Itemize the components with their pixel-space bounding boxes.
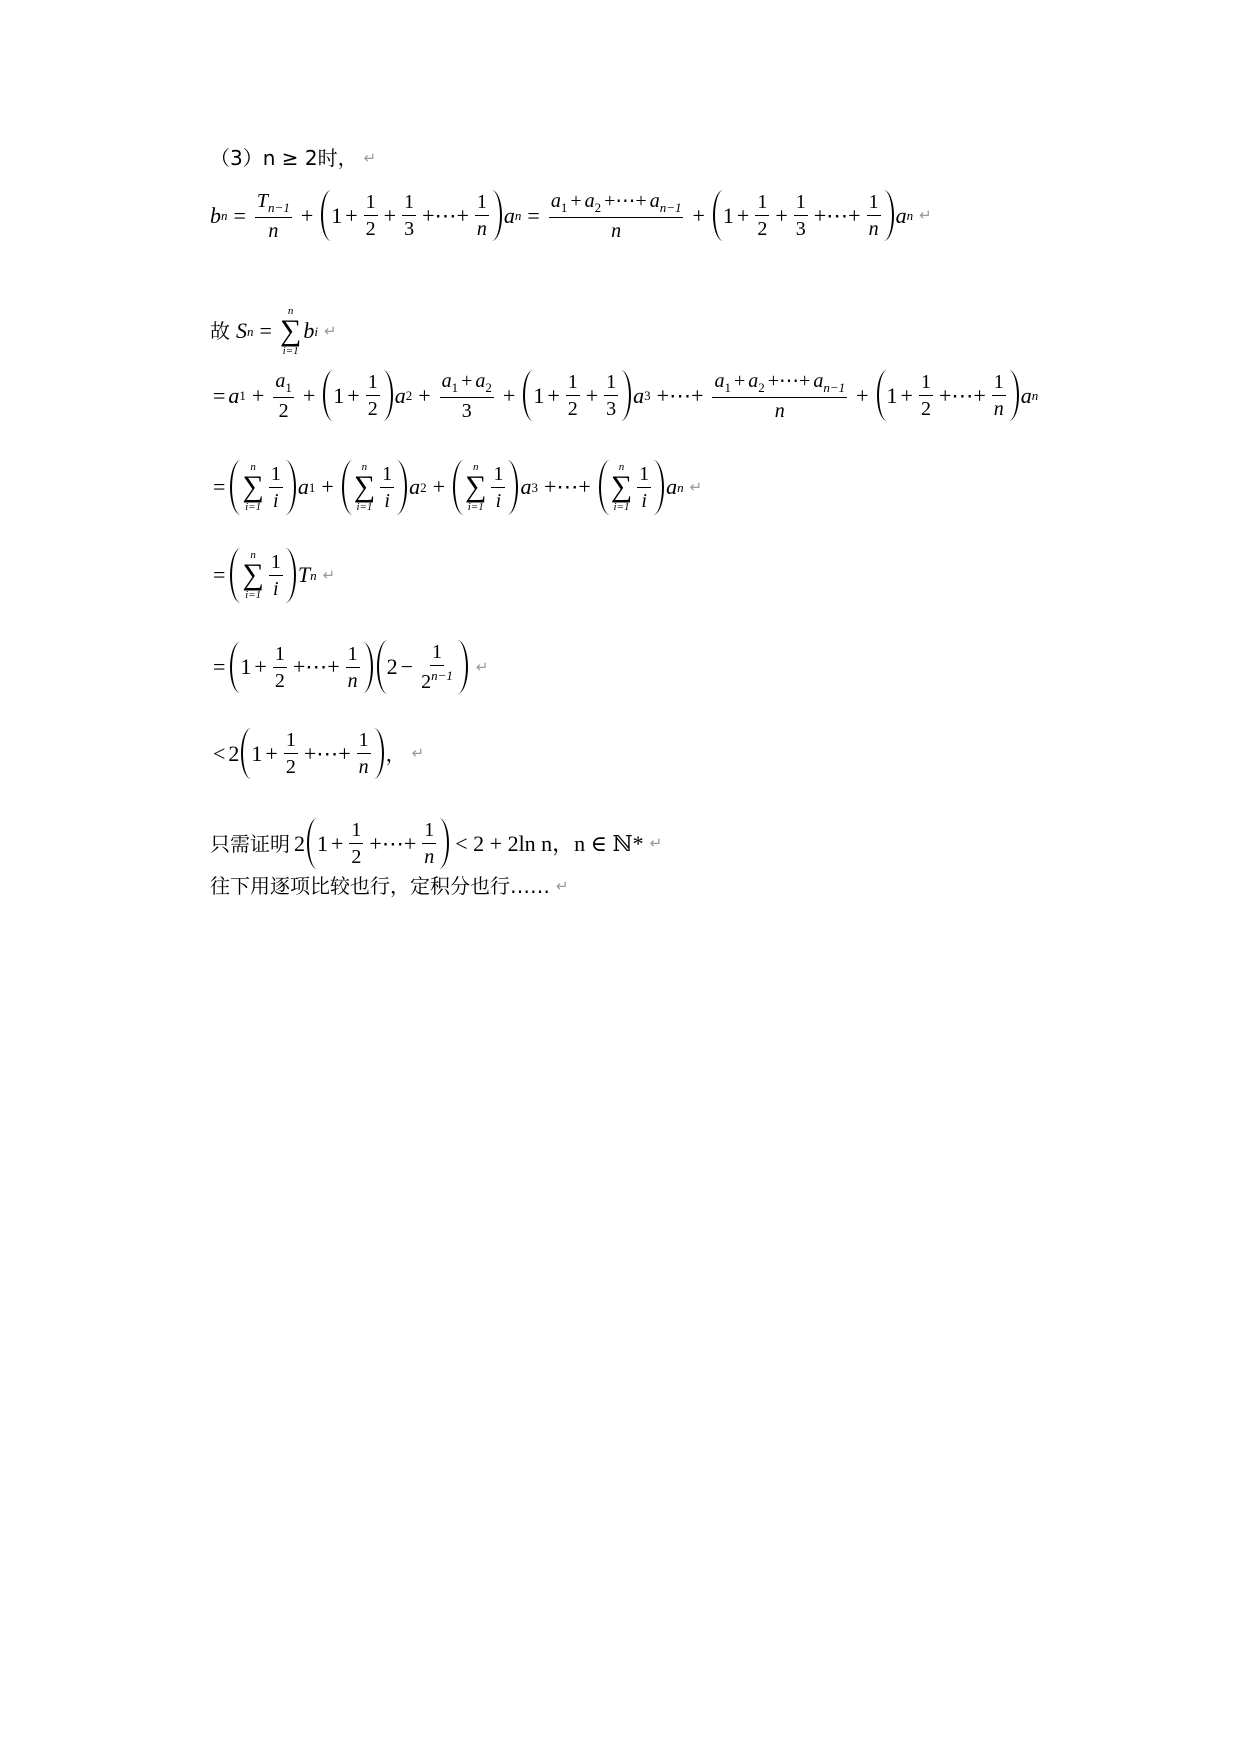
equation-sn-regrouped: = n ∑ i=1 $\frac{1}{i}$ a 1 + n ∑ i=1 $\frac{1}{i}$ a 2 + n ∑ i=1 $\frac{1}{i}$ a 3 +⋯+ n ∑ i=1 $\frac{1}{i}$ a n ↵ [213,461,703,513]
closing-remark-text: 往下用逐项比较也行，定积分也行…… [210,874,550,898]
need-prove-text: 只需证明 [210,831,290,856]
equation-product-form: = 1 + $\frac{1}{2}$ +⋯+ $\frac{1}{n}$ 2 − $\frac{1}{2^{n-1}}$ ↵ [213,641,489,693]
equation-sn-expansion: = a 1 + $\frac{a_1}{2}$ + 1 + $\frac{1}{2}$ a 2 + $\frac{a_1 + a_2}{3}$ + 1 + $\frac{1}{2}$ + $\frac{1}{3}$ a 3 +⋯+ $\frac{a_1 + a_2 +\cdots+ a_{n-1}}{n}$ + 1 + $\frac{1}{2}$ +⋯+ $\frac{1}{n}$ a n [213,369,1039,422]
paragraph-mark-icon: ↵ [556,876,569,895]
paragraph-mark-icon: ↵ [649,834,663,852]
paragraph-mark-icon: ↵ [919,206,932,224]
part-label: （3） [210,146,263,170]
inequality-rest-text: < 2 + 2ln n，n ∈ ℕ* [455,830,644,856]
condition-text: n ≥ 2时， [262,146,358,170]
therefore-text: 故 [210,319,230,344]
equation-bn: b n = $\frac{T_{n-1}}{n}$ + 1 + $\frac{1}{2}$ + $\frac{1}{3}$ +⋯+ $\frac{1}{n}$ a n = $\frac{a_1 + a_2 +\cdots+ a_{n-1}}{n}$ + 1 + $\frac{1}{2}$ + $\frac{1}{3}$ +⋯+ $\frac{1}{n}$ a n ↵ [210,189,932,242]
equation-sn-tn: = n ∑ i=1 $\frac{1}{i}$ T n ↵ [213,549,336,601]
closing-remark [210,876,569,896]
paragraph-mark-icon: ↵ [411,744,425,762]
paragraph-mark-icon: ↵ [322,565,336,584]
paragraph-mark-icon: ↵ [475,657,489,676]
statement-to-prove: 只需证明 2 1 + $\frac{1}{2}$ +⋯+ $\frac{1}{n}$ < 2 + 2ln n，n ∈ ℕ* ↵ [210,819,663,868]
paragraph-mark-icon: ↵ [689,477,703,496]
equation-inequality: < 2 1 + $\frac{1}{2}$ +⋯+ $\frac{1}{n}$ ， ↵ [213,729,425,778]
paragraph-mark-icon: ↵ [363,148,377,167]
line-part3-heading [210,148,376,168]
paragraph-mark-icon: ↵ [323,321,337,340]
equation-sn-definition: 故 S n = n ∑ i=1 b i ↵ [210,305,337,357]
